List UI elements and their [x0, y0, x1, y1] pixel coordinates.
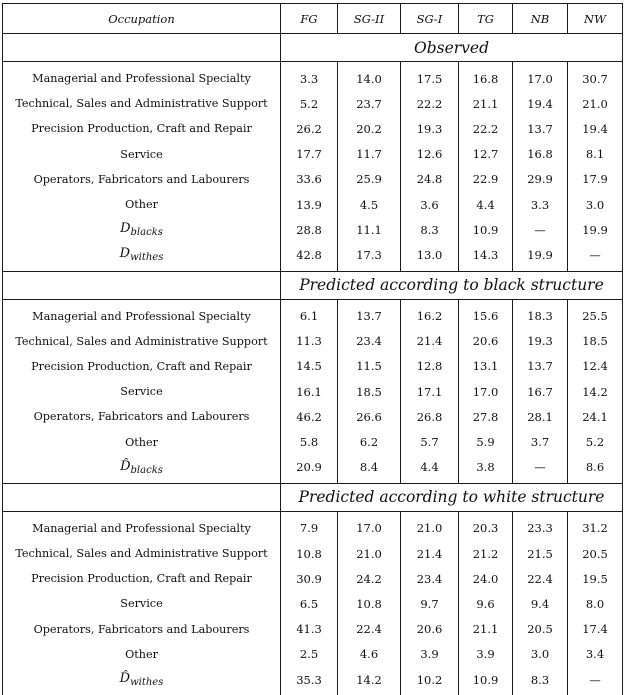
cell: 26.2 — [281, 116, 338, 141]
header-occupation: Occupation — [3, 4, 281, 34]
cell: 17.5 — [401, 62, 459, 92]
cell: 4.4 — [459, 192, 513, 217]
row-label: Other — [3, 642, 281, 667]
cell: 42.8 — [281, 242, 338, 271]
cell: 23.4 — [338, 329, 401, 354]
header-fg: FG — [281, 4, 338, 34]
cell: 28.8 — [281, 217, 338, 242]
table-row — [3, 429, 623, 454]
cell: 6.5 — [281, 591, 338, 616]
row-label: Service — [3, 591, 281, 616]
cell: 20.3 — [459, 511, 513, 541]
cell: 15.6 — [459, 299, 513, 329]
row-label: Operators, Fabricators and Labourers — [3, 617, 281, 642]
section-header-black-structure — [3, 271, 623, 299]
cell: 23.3 — [513, 511, 568, 541]
row-label: Technical, Sales and Administrative Support — [3, 329, 281, 354]
cell: 3.0 — [568, 192, 623, 217]
dissimilarity-label: $D̂_{blacks}$ — [3, 455, 281, 484]
cell: 30.9 — [281, 566, 338, 591]
cell: 10.2 — [401, 667, 459, 695]
cell: — — [513, 217, 568, 242]
section-observed-body — [3, 62, 623, 272]
cell: 10.8 — [281, 541, 338, 566]
cell: 25.9 — [338, 167, 401, 192]
cell: 3.9 — [401, 642, 459, 667]
table-row — [3, 511, 623, 541]
cell: 3.9 — [459, 642, 513, 667]
cell: 21.4 — [401, 329, 459, 354]
cell: 3.6 — [401, 192, 459, 217]
cell: 18.5 — [338, 379, 401, 404]
cell: 3.8 — [459, 455, 513, 484]
row-label: Technical, Sales and Administrative Support — [3, 541, 281, 566]
cell: 21.4 — [401, 541, 459, 566]
cell: 22.2 — [459, 116, 513, 141]
cell: 14.2 — [338, 667, 401, 695]
cell: 5.8 — [281, 429, 338, 454]
cell: 20.6 — [459, 329, 513, 354]
cell: 21.2 — [459, 541, 513, 566]
cell: 13.9 — [281, 192, 338, 217]
cell: 11.1 — [338, 217, 401, 242]
table-row — [3, 329, 623, 354]
cell: 4.6 — [338, 642, 401, 667]
cell: 5.2 — [281, 91, 338, 116]
section-header-white-structure — [3, 483, 623, 511]
section-title: Predicted according to white structure — [281, 483, 623, 511]
cell: 17.1 — [401, 379, 459, 404]
header-tg: TG — [459, 4, 513, 34]
cell: 5.7 — [401, 429, 459, 454]
cell: 21.0 — [401, 511, 459, 541]
occupation-distribution-table — [2, 3, 623, 695]
cell: 19.3 — [401, 116, 459, 141]
dissimilarity-row — [3, 217, 623, 242]
row-label: Managerial and Professional Specialty — [3, 511, 281, 541]
cell: 31.2 — [568, 511, 623, 541]
dissimilarity-row — [3, 667, 623, 695]
cell: 8.3 — [513, 667, 568, 695]
cell: 19.3 — [513, 329, 568, 354]
cell: 4.4 — [401, 455, 459, 484]
cell: 3.3 — [513, 192, 568, 217]
header-nb: NB — [513, 4, 568, 34]
cell: 16.8 — [513, 142, 568, 167]
cell: 21.5 — [513, 541, 568, 566]
row-label: Managerial and Professional Specialty — [3, 299, 281, 329]
table-row — [3, 541, 623, 566]
cell: 9.7 — [401, 591, 459, 616]
cell: 5.2 — [568, 429, 623, 454]
cell: 14.0 — [338, 62, 401, 92]
cell: 3.4 — [568, 642, 623, 667]
cell: 17.4 — [568, 617, 623, 642]
cell: 10.9 — [459, 217, 513, 242]
row-label: Precision Production, Craft and Repair — [3, 354, 281, 379]
row-label: Managerial and Professional Specialty — [3, 62, 281, 92]
header-row — [3, 4, 623, 34]
cell: 13.7 — [338, 299, 401, 329]
cell: 13.7 — [513, 354, 568, 379]
cell: 12.4 — [568, 354, 623, 379]
cell: 12.6 — [401, 142, 459, 167]
row-label: Other — [3, 429, 281, 454]
cell: — — [513, 455, 568, 484]
row-label: Precision Production, Craft and Repair — [3, 116, 281, 141]
dissimilarity-row — [3, 242, 623, 271]
cell: 8.3 — [401, 217, 459, 242]
cell: 11.3 — [281, 329, 338, 354]
row-label: Other — [3, 192, 281, 217]
cell: 28.1 — [513, 404, 568, 429]
cell: — — [568, 242, 623, 271]
table-row — [3, 192, 623, 217]
cell: 7.9 — [281, 511, 338, 541]
dissimilarity-label: $D̂_{withes}$ — [3, 667, 281, 695]
cell: 21.1 — [459, 91, 513, 116]
cell: 17.0 — [513, 62, 568, 92]
cell: 3.7 — [513, 429, 568, 454]
cell: 41.3 — [281, 617, 338, 642]
table-row — [3, 404, 623, 429]
cell: 10.8 — [338, 591, 401, 616]
table-row — [3, 566, 623, 591]
cell: 19.9 — [513, 242, 568, 271]
cell: 17.7 — [281, 142, 338, 167]
cell: 33.6 — [281, 167, 338, 192]
table-row — [3, 116, 623, 141]
cell: 11.7 — [338, 142, 401, 167]
cell: 8.6 — [568, 455, 623, 484]
cell: 24.2 — [338, 566, 401, 591]
cell: 25.5 — [568, 299, 623, 329]
cell: 9.6 — [459, 591, 513, 616]
cell: 13.7 — [513, 116, 568, 141]
cell: 8.0 — [568, 591, 623, 616]
cell: 8.1 — [568, 142, 623, 167]
cell: 46.2 — [281, 404, 338, 429]
header-nw: NW — [568, 4, 623, 34]
section-title: Observed — [281, 34, 623, 62]
cell: 24.8 — [401, 167, 459, 192]
cell: 18.5 — [568, 329, 623, 354]
cell: 8.4 — [338, 455, 401, 484]
cell: 20.5 — [513, 617, 568, 642]
cell: 5.9 — [459, 429, 513, 454]
section-black-structure-body — [3, 299, 623, 483]
cell: 23.7 — [338, 91, 401, 116]
cell: 17.9 — [568, 167, 623, 192]
table-row — [3, 62, 623, 92]
table-row — [3, 142, 623, 167]
cell: 20.2 — [338, 116, 401, 141]
cell: 17.0 — [459, 379, 513, 404]
cell: 13.0 — [401, 242, 459, 271]
cell: 22.4 — [338, 617, 401, 642]
row-label: Precision Production, Craft and Repair — [3, 566, 281, 591]
cell: 12.7 — [459, 142, 513, 167]
dissimilarity-row — [3, 455, 623, 484]
cell: 26.6 — [338, 404, 401, 429]
cell: 16.7 — [513, 379, 568, 404]
dissimilarity-label: $D_{withes}$ — [3, 242, 281, 271]
section-title: Predicted according to black structure — [281, 271, 623, 299]
cell: 20.9 — [281, 455, 338, 484]
cell: 23.4 — [401, 566, 459, 591]
cell: 17.3 — [338, 242, 401, 271]
row-label: Service — [3, 142, 281, 167]
cell: 19.4 — [568, 116, 623, 141]
cell: 30.7 — [568, 62, 623, 92]
cell: 14.5 — [281, 354, 338, 379]
cell: 9.4 — [513, 591, 568, 616]
header-sg-ii: SG-II — [338, 4, 401, 34]
cell: 22.2 — [401, 91, 459, 116]
cell: 20.5 — [568, 541, 623, 566]
cell: 22.9 — [459, 167, 513, 192]
cell: 14.3 — [459, 242, 513, 271]
cell: 18.3 — [513, 299, 568, 329]
cell: 21.1 — [459, 617, 513, 642]
cell: 24.1 — [568, 404, 623, 429]
cell: 2.5 — [281, 642, 338, 667]
table-row — [3, 617, 623, 642]
cell: 3.0 — [513, 642, 568, 667]
cell: 11.5 — [338, 354, 401, 379]
cell: 27.8 — [459, 404, 513, 429]
dissimilarity-label: $D_{blacks}$ — [3, 217, 281, 242]
cell: 6.1 — [281, 299, 338, 329]
cell: 16.1 — [281, 379, 338, 404]
table-row — [3, 379, 623, 404]
cell: 6.2 — [338, 429, 401, 454]
row-label: Operators, Fabricators and Labourers — [3, 167, 281, 192]
cell: 21.0 — [568, 91, 623, 116]
cell: 20.6 — [401, 617, 459, 642]
header-sg-i: SG-I — [401, 4, 459, 34]
cell: 19.9 — [568, 217, 623, 242]
cell: 22.4 — [513, 566, 568, 591]
table-row — [3, 354, 623, 379]
cell: 4.5 — [338, 192, 401, 217]
table-row — [3, 591, 623, 616]
cell: 17.0 — [338, 511, 401, 541]
cell: — — [568, 667, 623, 695]
cell: 13.1 — [459, 354, 513, 379]
table-row — [3, 299, 623, 329]
cell: 24.0 — [459, 566, 513, 591]
cell: 26.8 — [401, 404, 459, 429]
table-row — [3, 91, 623, 116]
cell: 35.3 — [281, 667, 338, 695]
cell: 14.2 — [568, 379, 623, 404]
table-row — [3, 167, 623, 192]
row-label: Service — [3, 379, 281, 404]
cell: 19.5 — [568, 566, 623, 591]
row-label: Technical, Sales and Administrative Support — [3, 91, 281, 116]
cell: 29.9 — [513, 167, 568, 192]
cell: 19.4 — [513, 91, 568, 116]
table-row — [3, 642, 623, 667]
cell: 21.0 — [338, 541, 401, 566]
row-label: Operators, Fabricators and Labourers — [3, 404, 281, 429]
cell: 16.2 — [401, 299, 459, 329]
cell: 3.3 — [281, 62, 338, 92]
cell: 10.9 — [459, 667, 513, 695]
section-white-structure-body — [3, 511, 623, 695]
section-header-observed — [3, 34, 623, 62]
cell: 16.8 — [459, 62, 513, 92]
cell: 12.8 — [401, 354, 459, 379]
